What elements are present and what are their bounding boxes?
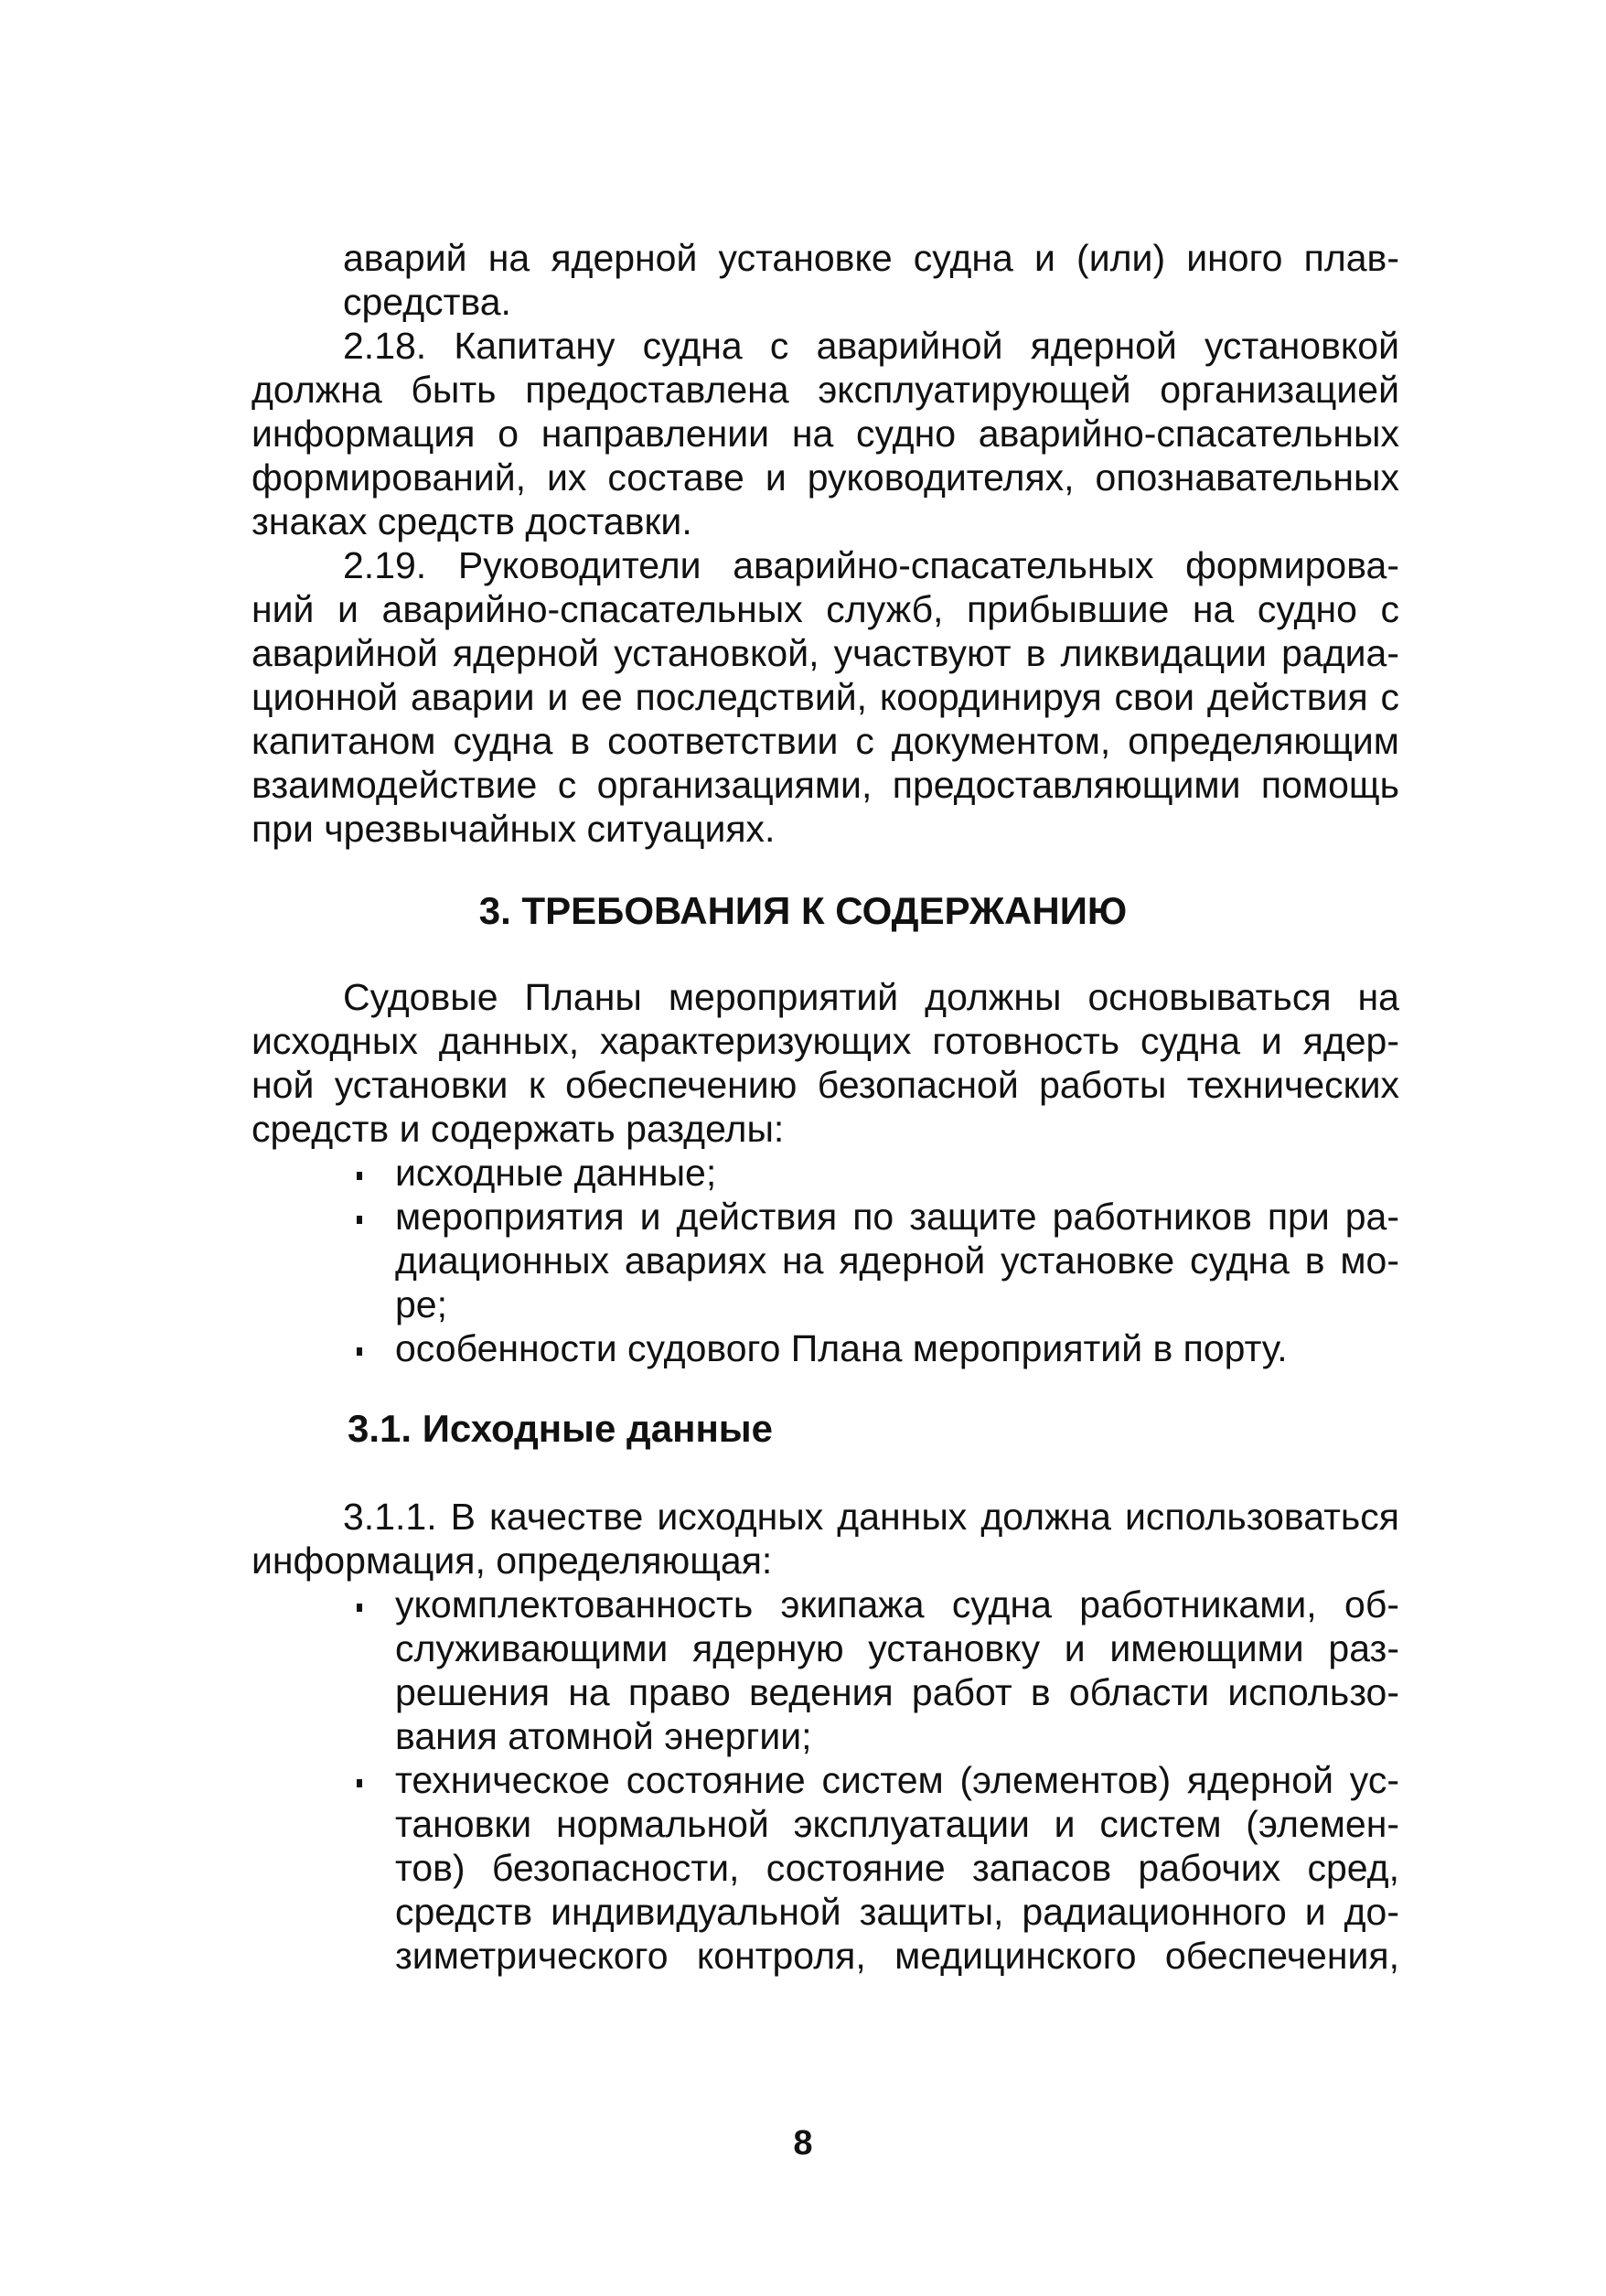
bullet-icon bbox=[350, 1583, 369, 1626]
text-line: ной установки к обеспечению безопасной работы технических bbox=[252, 1064, 1399, 1106]
text-line: информация, определяющая: bbox=[252, 1540, 773, 1582]
text-line: средств индивидуальной защиты, радиационного и до- bbox=[395, 1891, 1399, 1933]
text-line: 3.1.1. В качестве исходных данных должна использоваться bbox=[343, 1496, 1399, 1538]
section-3-1-intro bbox=[252, 1495, 1399, 1583]
text-line: знаках средств доставки. bbox=[252, 500, 692, 542]
section-3-intro bbox=[252, 975, 1399, 1151]
list-item bbox=[343, 1583, 1399, 1758]
text-line: аварийной ядерной установкой, участвуют в ликвидации радиа- bbox=[252, 632, 1399, 674]
page-number: 8 bbox=[793, 2124, 813, 2162]
text-line: при чрезвычайных ситуациях. bbox=[252, 808, 776, 850]
text-line: 2.18. Капитану судна с аварийной ядерной установкой bbox=[343, 325, 1399, 367]
paragraph-2-18 bbox=[252, 324, 1399, 543]
text-line: решения на право ведения работ в области использо- bbox=[395, 1671, 1399, 1713]
text-line: ционной аварии и ее последствий, координируя свои действия с bbox=[252, 676, 1399, 718]
bullet-icon bbox=[350, 1326, 369, 1370]
text-line: вания атомной энергии; bbox=[395, 1715, 812, 1757]
list-item bbox=[343, 1151, 1399, 1195]
text-line: зиметрического контроля, медицинского обеспечения, bbox=[395, 1935, 1399, 1977]
text-line: аварий на ядерной установке судна и (или) иного плав- bbox=[343, 237, 1399, 279]
text-line: тов) безопасности, состояние запасов рабочих сред, bbox=[395, 1847, 1399, 1889]
bullet-icon bbox=[350, 1151, 369, 1195]
section-3-1-heading: 3.1. Исходные данные bbox=[348, 1407, 774, 1450]
text-line: средства. bbox=[343, 281, 511, 323]
section-3-heading: 3. ТРЕБОВАНИЯ К СОДЕРЖАНИЮ bbox=[478, 889, 1128, 932]
list-item bbox=[343, 1326, 1399, 1370]
bullet-icon bbox=[350, 1195, 369, 1239]
text-line: исходные данные; bbox=[395, 1152, 717, 1194]
section-3-1-bullet-list bbox=[343, 1583, 1399, 1978]
text-line: диационных авариях на ядерной установке судна в мо- bbox=[395, 1239, 1399, 1282]
text-line: 2.19. Руководители аварийно-спасательных формирова- bbox=[343, 544, 1399, 586]
text-line: мероприятия и действия по защите работников при ра- bbox=[395, 1196, 1399, 1238]
text-line: информация о направлении на судно аварийно-спасательных bbox=[252, 413, 1399, 455]
section-3-bullet-list bbox=[343, 1151, 1399, 1370]
text-line: особенности судового Плана мероприятий в порту. bbox=[395, 1327, 1288, 1369]
text-line: средств и содержать разделы: bbox=[252, 1108, 785, 1150]
text-line: служивающими ядерную установку и имеющими раз- bbox=[395, 1627, 1399, 1669]
text-line: формирований, их составе и руководителях, опознавательных bbox=[252, 456, 1399, 499]
list-item bbox=[343, 1758, 1399, 1978]
continuation-paragraph bbox=[252, 236, 1399, 324]
bullet-icon bbox=[350, 1758, 369, 1802]
paragraph-2-19 bbox=[252, 543, 1399, 851]
text-line: исходных данных, характеризующих готовность судна и ядер- bbox=[252, 1020, 1399, 1062]
text-line: ре; bbox=[395, 1283, 447, 1325]
list-item bbox=[343, 1195, 1399, 1326]
text-line: Судовые Планы мероприятий должны основываться на bbox=[343, 976, 1399, 1018]
text-line: техническое состояние систем (элементов) ядерной ус- bbox=[395, 1759, 1399, 1801]
text-line: укомплектованность экипажа судна работниками, об- bbox=[395, 1583, 1399, 1625]
text-line: ний и аварийно-спасательных служб, прибывшие на судно с bbox=[252, 588, 1399, 630]
text-line: должна быть предоставлена эксплуатирующей организацией bbox=[252, 369, 1399, 411]
text-line: капитаном судна в соответствии с документом, определяющим bbox=[252, 720, 1399, 762]
text-line: взаимодействие с организациями, предоставляющими помощь bbox=[252, 764, 1399, 806]
text-line: тановки нормальной эксплуатации и систем (элемен- bbox=[395, 1803, 1399, 1845]
